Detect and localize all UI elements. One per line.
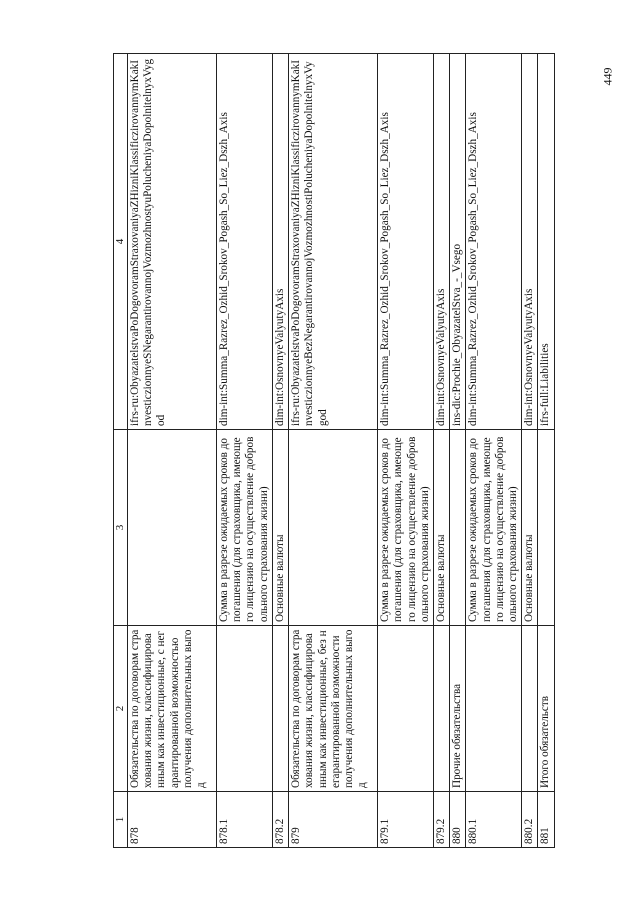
page-number (596, 56, 620, 96)
element-code-cell: ifrs-full:Liabilities (538, 54, 554, 430)
indicator-name-cell (433, 626, 449, 792)
dimension-name-cell: Сумма в разрезе ожидаемых сроков до погашения (для страховщика, имеющего лицензию на осуществление добровольного страхования жизни) (378, 430, 434, 626)
element-code-cell: ifrs-ru:ObyazatelstvaPoDogovoramStraxovaniyaZHizniKlassificzirovannymKakInvesticzionnyeBezNegarantirovannojVozmozhnostiPolucheniyaDopolnitelnyxVygod (289, 54, 378, 430)
table-row (378, 54, 434, 848)
row-number-cell: 881 (538, 792, 554, 848)
indicator-name-cell: Прочие обязательства (450, 626, 466, 792)
element-code-cell: ifrs-ru:ObyazatelstvaPoDogovoramStraxovaniyaZHizniKlassificzirovannymKakInvesticzionnyeSNegarantirovannojVozmozhnostyuPolucheniyaDopolnitelnyxVygod (127, 54, 216, 430)
row-number-cell: 878.2 (272, 792, 288, 848)
dimension-name-cell (450, 430, 466, 626)
header-cell: 4 (114, 54, 128, 430)
row-number-cell: 880.1 (466, 792, 522, 848)
document-table-container (113, 54, 550, 848)
indicator-name-cell (466, 626, 522, 792)
dimension-name-cell: Основные валюты (522, 430, 538, 626)
element-code-cell: dim-int:Summa_Razrez_Ozhid_Srokov_Pogash_So_Liez_Dszh_Axis (216, 54, 272, 430)
dimension-name-cell: Сумма в разрезе ожидаемых сроков до погашения (для страховщика, имеющего лицензию на осуществление добровольного страхования жизни) (466, 430, 522, 626)
table-row (289, 54, 378, 848)
header-cell: 1 (114, 792, 128, 848)
element-code-cell: dim-int:OsnovnyeValyutyAxis (272, 54, 288, 430)
indicator-name-cell (216, 626, 272, 792)
row-number-cell: 879.1 (378, 792, 434, 848)
row-number-cell: 879 (289, 792, 378, 848)
dimension-name-cell: Сумма в разрезе ожидаемых сроков до погашения (для страховщика, имеющего лицензию на осуществление добровольного страхования жизни) (216, 430, 272, 626)
indicator-name-cell: Обязательства по договорам страхования жизни, классифицированным как инвестиционные, без негарантированной возможности получения дополнительных выгод (289, 626, 378, 792)
table-row (272, 54, 288, 848)
indicator-name-cell: Итого обязательств (538, 626, 554, 792)
header-cell: 2 (114, 626, 128, 792)
indicator-name-cell (522, 626, 538, 792)
table-row (127, 54, 216, 848)
dimension-name-cell (127, 430, 216, 626)
row-number-cell: 878.1 (216, 792, 272, 848)
page-number-text: 449 (600, 67, 615, 85)
element-code-cell: dim-int:OsnovnyeValyutyAxis (522, 54, 538, 430)
header-cell: 3 (114, 430, 128, 626)
dimension-name-cell (289, 430, 378, 626)
table-row (216, 54, 272, 848)
row-number-cell: 880.2 (522, 792, 538, 848)
element-code-cell: dim-int:Summa_Razrez_Ozhid_Srokov_Pogash_So_Liez_Dszh_Axis (378, 54, 434, 430)
element-code-cell: dim-int:Summa_Razrez_Ozhid_Srokov_Pogash_So_Liez_Dszh_Axis (466, 54, 522, 430)
table-row (466, 54, 522, 848)
table-header-row (114, 54, 128, 848)
document-table (113, 53, 555, 848)
table-row (433, 54, 449, 848)
row-number-cell: 879.2 (433, 792, 449, 848)
indicator-name-cell (272, 626, 288, 792)
row-number-cell: 880 (450, 792, 466, 848)
indicator-name-cell (378, 626, 434, 792)
dimension-name-cell (538, 430, 554, 626)
row-number-cell: 878 (127, 792, 216, 848)
table-row (538, 54, 554, 848)
element-code-cell: ins-dic:Prochie_ObyazatelStva_-_Vsego (450, 54, 466, 430)
dimension-name-cell: Основные валюты (272, 430, 288, 626)
dimension-name-cell: Основные валюты (433, 430, 449, 626)
table-row (450, 54, 466, 848)
element-code-cell: dim-int:OsnovnyeValyutyAxis (433, 54, 449, 430)
indicator-name-cell: Обязательства по договорам страхования жизни, классифицированным как инвестиционные, с негарантированной возможностью получения дополнительных выгод (127, 626, 216, 792)
table-row (522, 54, 538, 848)
